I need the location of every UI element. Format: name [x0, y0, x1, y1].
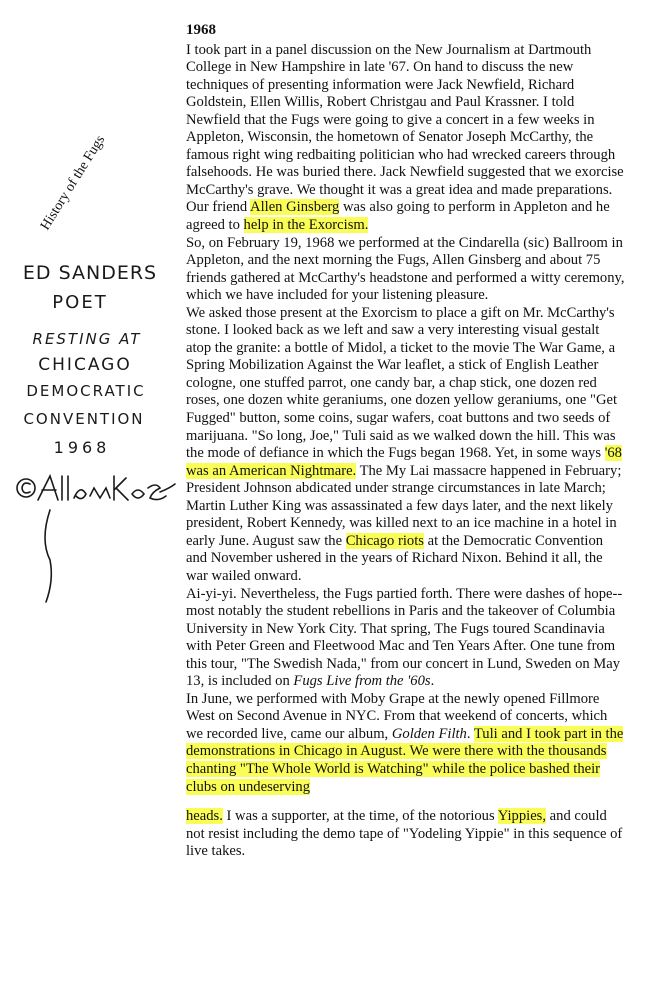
- handwritten-line-2: POET: [52, 292, 108, 313]
- highlighted-text: help in the Exorcism.: [243, 217, 369, 234]
- highlighted-text: Yippies,: [497, 808, 547, 825]
- handwritten-line-1: ED SANDERS: [22, 262, 158, 284]
- paragraph-6: [186, 808, 626, 861]
- paragraph-text: In June, we performed with Moby Grape at the newly opened Fillmore West on Second Avenue in NYC. From that weekend of concerts, which we recorded live, came our album,: [186, 690, 608, 742]
- album-title: Fugs Live from the '60s: [293, 673, 431, 690]
- handwritten-line-6: CONVENTION: [23, 410, 145, 428]
- handwritten-line-7: 1968: [53, 438, 111, 457]
- paragraph-text: .: [430, 673, 435, 690]
- paragraph-1: [186, 42, 626, 235]
- handwritten-line-4: CHICAGO: [38, 355, 132, 375]
- paragraph-text: at the Democratic Convention and November ushered in the years of Richard Nixon. Behind it all, the war wailed onward.: [186, 532, 604, 584]
- highlighted-text: Chicago riots: [345, 532, 424, 549]
- paragraph-text: .: [466, 725, 474, 742]
- handwritten-line-3: RESTING AT: [32, 330, 142, 348]
- highlighted-text: heads.: [186, 808, 223, 825]
- highlighted-text: Tuli and I took part in the demonstrations in Chicago in August. We were there with the thousands chanting "The Whole World is Watching" while the police bashed their clubs on undeserving: [186, 725, 624, 795]
- paragraph-text: I took part in a panel discussion on the New Journalism at Dartmouth College in New Hampshire in late '67. On hand to discuss the new techniques of presenting information were Jack Newfield, Richard Goldstein, Ellen Willis, Robert Christgau and Paul Krassner. I told Newfield that the Fugs were going to give a concert in a few weeks in Appleton, Wisconsin, the hometown of Senator Joseph McCarthy, the famous right wing redbaiting politician who had wrecked careers through falsehoods. He was buried there. Jack Newfield suggested that we exorcise McCarthy's grave. We thought it was a great idea and made preparations. Our friend: [186, 41, 624, 216]
- paragraph-text: I was a supporter, at the time, of the notorious: [222, 808, 498, 825]
- paragraph-text: Ai-yi-yi. Nevertheless, the Fugs partied forth. There were dashes of hope-- most notably the student rebellions in Paris and the takeover of Columbia University in New York City. That spring, The Fugs toured Scandinavia with Peter Green and Fleetwood Mac and Ten Years After. One tune from this tour, "The Swedish Nada," from our concert in Lund, Sweden on May 13, is included on: [186, 585, 623, 690]
- paragraph-3: [186, 305, 626, 586]
- margin-annotations: [0, 0, 180, 992]
- paragraph-text: We asked those present at the Exorcism to place a gift on Mr. McCarthy's stone. I looked back as we left and saw a very interesting visual gestalt atop the granite: a bottle of Midol, a ticket to the movie The War Game, a Spring Mobilization Against the War leaflet, a stick of English Leather cologne, one stuffed parrot, one candy bar, a chap stick, one dozen red roses, one dozen white geraniums, one dozen yellow geraniums, one "Get Fugged" button, some coins, sugar wafers, coat buttons and two seeds of marijuana. "So long, Joe," Tuli said as we walked down the hill. This was the mode of defiance in which the Fugs began 1968. Yet, in some ways: [186, 304, 618, 462]
- signature-icon: [10, 470, 180, 610]
- highlighted-text: '68 was an American Nightmare.: [186, 445, 622, 479]
- paragraph-4: [186, 586, 626, 691]
- handwritten-line-5: DEMOCRATIC: [26, 382, 146, 400]
- page-title: 1968: [186, 22, 216, 38]
- article: [186, 22, 626, 861]
- paragraph-5: [186, 691, 626, 796]
- paragraph-text: was also going to perform in Appleton and he agreed to: [186, 199, 610, 234]
- paragraph-text: and could not resist including the demo tape of "Yodeling Yippie" in this sequence of live takes.: [186, 808, 623, 860]
- paragraph-2: So, on February 19, 1968 we performed at the Cindarella (sic) Ballroom in Appleton, and the next morning the Fugs, Allen Ginsberg and about 75 friends gathered at McCarthy's headstone and performed a witty ceremony, which we have included for your listening pleasure.: [186, 234, 625, 304]
- paragraph-text: The My Lai massacre happened in February; President Johnson abdicated under strange circumstances in late March; Martin Luther King was assassinated a few days later, and the next likely president, Robert Kennedy, was killed next to an ice machine in a hotel in early June. August saw the: [186, 462, 622, 549]
- album-title: Golden Filth: [391, 725, 467, 742]
- vertical-title: History of the Fugs: [38, 132, 109, 233]
- highlighted-text: Allen Ginsberg: [250, 199, 340, 216]
